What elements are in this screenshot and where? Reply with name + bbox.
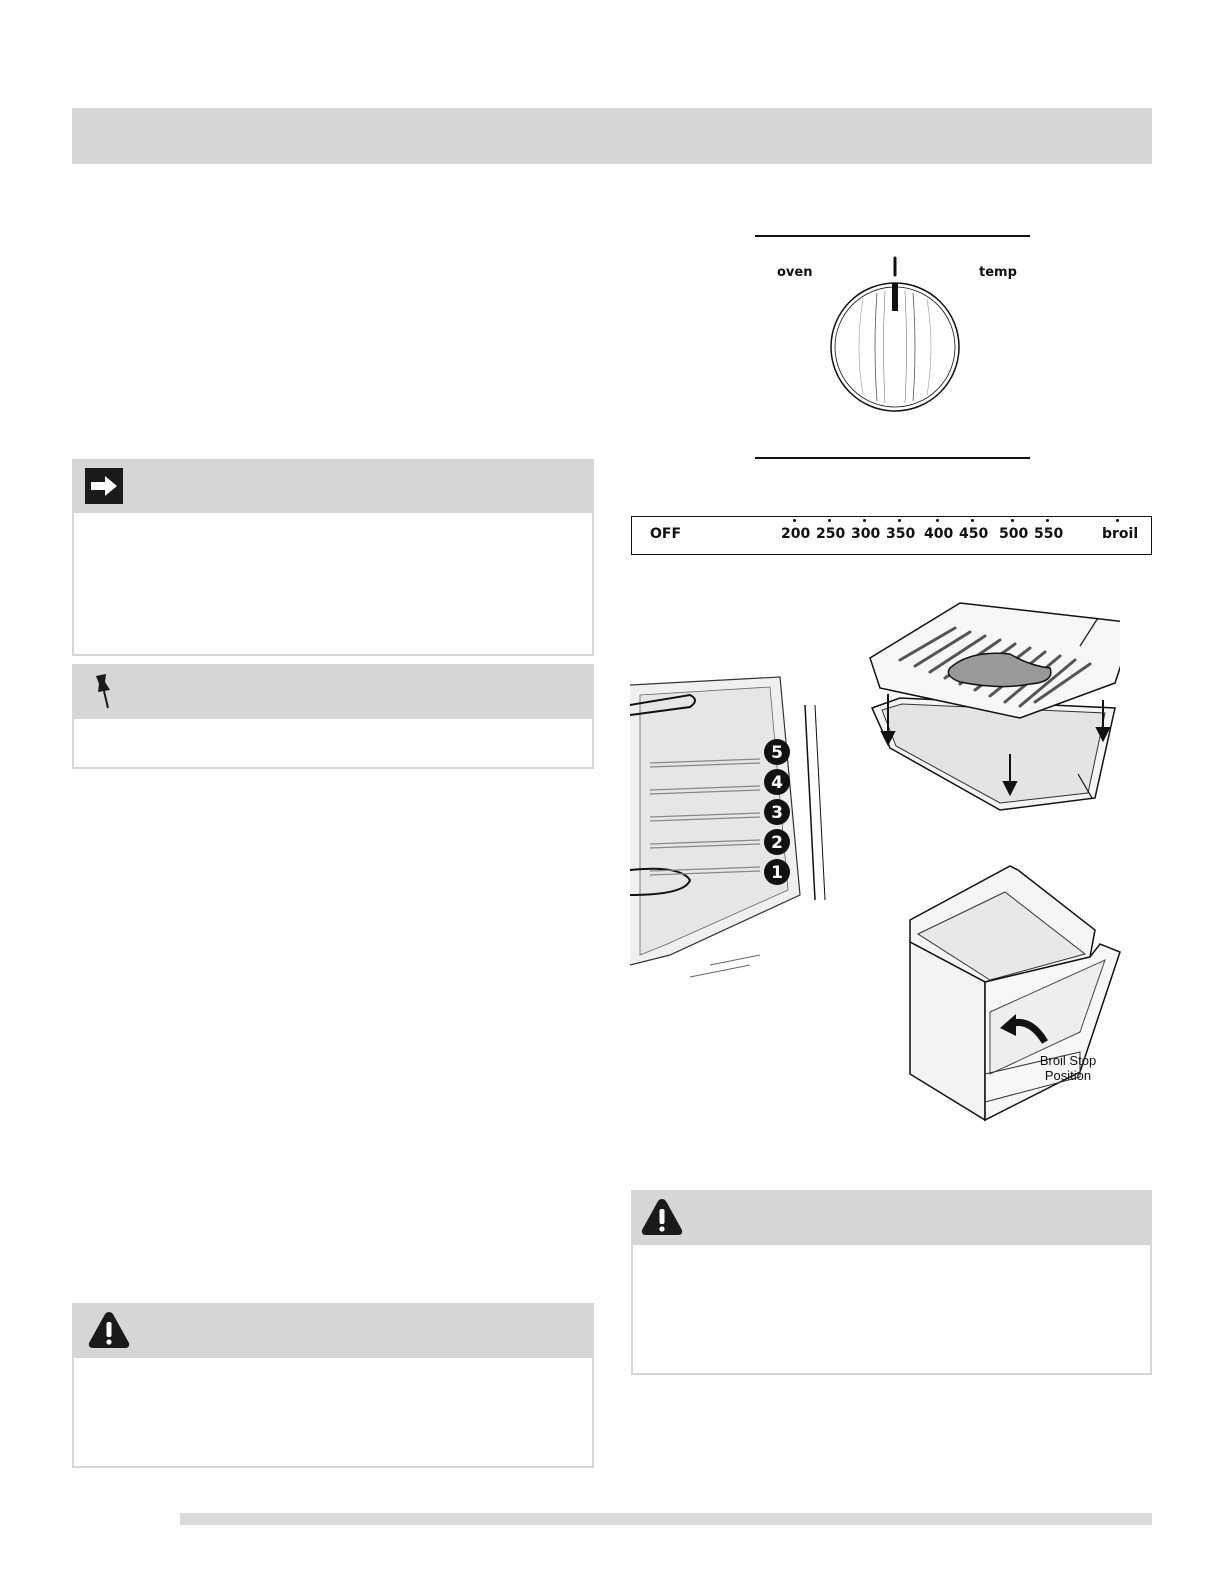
svg-text:1: 1 [771,863,783,883]
range-broil-stop-figure [900,862,1130,1132]
scale-value-400: 400 [924,526,954,542]
warning-panel-left-body [72,1358,594,1468]
svg-text:5: 5 [771,743,783,763]
warning-panel-left-header [72,1303,594,1358]
scale-tick-dot [898,519,901,522]
tip-panel-header [72,664,594,719]
scale-tick-dot [1046,519,1049,522]
scale-tick-dot [1011,519,1014,522]
scale-value-350: 350 [886,526,916,542]
scale-off-label: OFF [650,526,682,542]
scale-value-300: 300 [851,526,881,542]
svg-text:3: 3 [771,803,783,823]
scale-tick-dot [863,519,866,522]
oven-rack-positions-figure [630,655,830,1000]
warning-icon [639,1196,685,1238]
rack-position-3 [764,799,790,825]
arrow-right-icon [85,468,123,504]
dial-label-temp: temp [979,265,1017,280]
note-panel-header [72,459,594,513]
scale-value-200: 200 [781,526,811,542]
tip-panel-body [72,719,594,769]
scale-value-250: 250 [816,526,846,542]
broil-stop-callout [1018,1053,1118,1083]
scale-tick-dot [793,519,796,522]
svg-text:4: 4 [771,773,783,793]
scale-tick-dot [971,519,974,522]
svg-text:2: 2 [771,833,783,853]
oven-temp-knob-figure [755,235,1030,460]
broiler-pan-figure [860,598,1120,823]
scale-tick-dot [828,519,831,522]
scale-tick-dot [936,519,939,522]
warning-panel-right-body [631,1245,1152,1375]
temperature-scale [631,516,1152,555]
warning-icon [86,1309,132,1351]
scale-value-450: 450 [959,526,989,542]
footer-band [180,1513,1152,1525]
rack-position-4 [764,769,790,795]
warning-panel-right-header [631,1190,1152,1245]
dial-label-oven: oven [777,265,813,280]
scale-value-550: 550 [1034,526,1064,542]
header-band [72,108,1152,164]
broil-stop-label-line2: Position [1044,1068,1092,1083]
broil-stop-label-line1: Broil Stop [1039,1053,1097,1068]
scale-value-500: 500 [999,526,1029,542]
rack-position-1 [764,859,790,885]
rack-position-2 [764,829,790,855]
rack-position-5 [764,739,790,765]
pushpin-icon [88,672,122,712]
scale-broil-label: broil [1102,526,1139,542]
note-panel-body [72,513,594,656]
oven-knob[interactable] [815,253,965,413]
